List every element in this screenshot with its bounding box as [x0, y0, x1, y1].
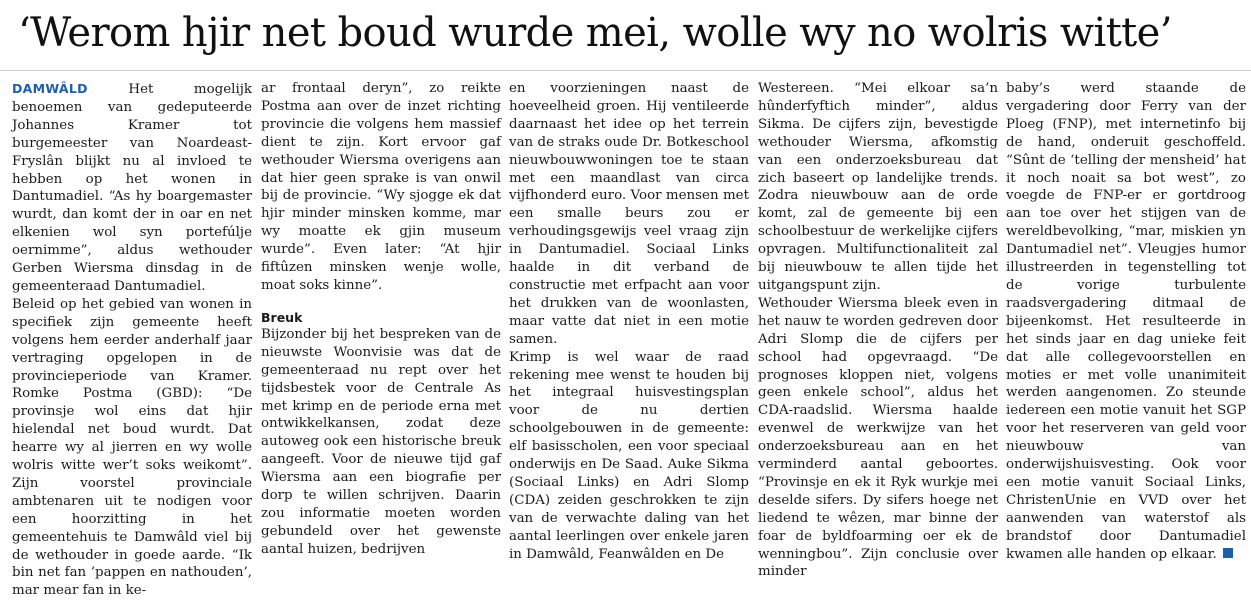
paragraph-text: Het mogelijk benoemen van gedeputeerde Johannes Kramer tot burgemeester van Noardeast-Fryslân blijkt nu al invloed te hebben op het wonen in Dantumadiel. “As hy boargemaster wurdt, dan komt der in oar en net elkenien wol syn portefúlje oernimme”, aldus wethouder Gerben Wiersma dinsdag in de gemeenteraad Dantumadiel.	[12, 82, 252, 294]
subheading: Breuk	[261, 309, 303, 325]
headline-divider	[0, 70, 1251, 71]
paragraph: Bijzonder bij het bespreken van de nieuwste Woonvisie was dat de gemeenteraad nu rept over het tijdsbestek voor de Centrale As met krimp en de periode erna met ontwikkelkansen, zodat deze autoweg ook een historische breuk aangeeft. Voor de nieuwe tijd gaf Wiersma aan een biografie per dorp te willen schrijven. Daarin zou informatie moeten worden gebundeld over het gewenste aantal huizen, bedrijven	[261, 326, 501, 557]
paragraph: Krimp is wel waar de raad rekening mee wenst te houden bij het integraal huisvestingsplan voor de nu dertien schoolgebouwen in de gemeente: elf basisscholen, een voor speciaal onderwijs en De Saad. Auke Sikma (Sociaal Links) en Adri Slomp (CDA) zeiden geschrokken te zijn van de verwachte daling van het aantal leerlingen over enkele jaren in Damwâld, Feanwâlden en De	[509, 349, 749, 562]
paragraph	[12, 80, 252, 296]
headline: ‘Werom hjir net boud wurde mei, wolle wy no wolris witte’	[18, 10, 1172, 56]
paragraph: Beleid op het gebied van wonen in specifiek zijn gemeente heeft volgens hem eerder anderhalf jaar vertraging opgelopen in de provincieperiode van Kramer. Romke Postma (GBD): “De provinsje wol eins dat hjir hielendal net boud wurdt. Dat hearre wy al jierren en wy wolle wolris witte wer’t soks weikomt”. Zijn voorstel provinciale ambtenaren uit te nodigen voor een hoorzitting in het gemeentehuis te Damwâld viel bij de wethouder in goede aarde. “Ik bin net fan ‘pappen en nathouden’, mar mear fan in ke-	[12, 296, 252, 599]
end-mark-icon	[1223, 548, 1233, 558]
article-column-3	[509, 80, 749, 562]
paragraph	[1006, 80, 1246, 563]
article-column-4	[758, 80, 998, 580]
paragraph: ar frontaal deryn”, zo reikte Postma aan over de inzet richting provincie die volgens hem massief dient te zijn. Kort ervoor gaf wethouder Wiersma overigens aan dat hier geen sprake is van onwil bij de provincie. “Wy sjogge ek dat hjir minder minsken komme, mar wy moatte ek gjin museum wurde”. Even later: “At hjir fiftûzen minsken wenje wolle, moat soks kinne”.	[261, 81, 501, 293]
paragraph: Westereen. “Mei elkoar sa’n hûnderfyftich minder”, aldus Sikma. De cijfers zijn, bevestigde wethouder Wiersma, afkomstig van een onderzoeksbureau dat zich baseert op landelijke trends. Zodra nieuwbouw aan de orde komt, zal de gemeente bij een schoolbestuur de werkelijke cijfers opvragen. Multifunctionaliteit zal bij nieuwbouw te allen tijde het uitgangspunt zijn.	[758, 81, 998, 293]
dateline: DAMWÂLD	[12, 81, 88, 96]
paragraph: Wethouder Wiersma bleek even in het nauw te worden gedreven door Adri Slomp die de cijfers per school had opgevraagd. “De prognoses kloppen niet, volgens geen enkele school”, aldus het CDA-raadslid. Wiersma haalde evenwel de werkwijze van het onderzoeksbureau aan en het verminderd aantal geboortes. “Provinsje en ek it Ryk wurkje mei deselde sifers. Dy sifers hoege net liedend te wêzen, mar binne der foar de byldfoarming oer ek de wenningbou”. Zijn conclusie over minder	[758, 295, 998, 580]
article-column-5	[1006, 80, 1246, 562]
article-column-2	[261, 80, 501, 555]
paragraph-text: baby’s werd staande de vergadering door Ferry van der Ploeg (FNP), met internetinfo bij de hand, onderuit geschoffeld. “Sûnt de ‘telling der mensheid’ hat it noch noait sa bot west”, zo voegde de FNP-er er gortdroog aan toe over het stijgen van de wereldbevolking, “mar, miskien yn Dantumadiel net”. Vleugjes humor illustreerden in tegenstelling tot de vorige turbulente raadsvergadering ditmaal de bijeenkomst. Het resulteerde in het sinds jaar en dag unieke feit dat alle collegevoorstellen en moties er met volle unanimiteit werden aangenomen. Zo steunde iedereen een motie vanuit het SGP voor het reserveren van geld voor nieuwbouw van onderwijshuisvesting. Ook voor een motie vanuit Sociaal Links, ChristenUnie en VVD over het aanwenden van waterstof als brandstof door Dantumadiel kwamen alle handen op elkaar.	[1006, 81, 1246, 562]
article-column-1	[12, 80, 252, 599]
paragraph: en voorzieningen naast de hoeveelheid groen. Hij ventileerde daarnaast het idee op het terrein van de straks oude Dr. Botkeschool nieuwbouwwoningen toe te staan met een maandlast van circa vijfhonderd euro. Voor mensen met een smalle beurs zou er verhoudingsgewijs veel vraag zijn in Dantumadiel. Sociaal Links haalde in dit verband de constructie met erfpacht aan voor het drukken van de woonlasten, maar vatte dat niet in een motie samen.	[509, 81, 749, 347]
